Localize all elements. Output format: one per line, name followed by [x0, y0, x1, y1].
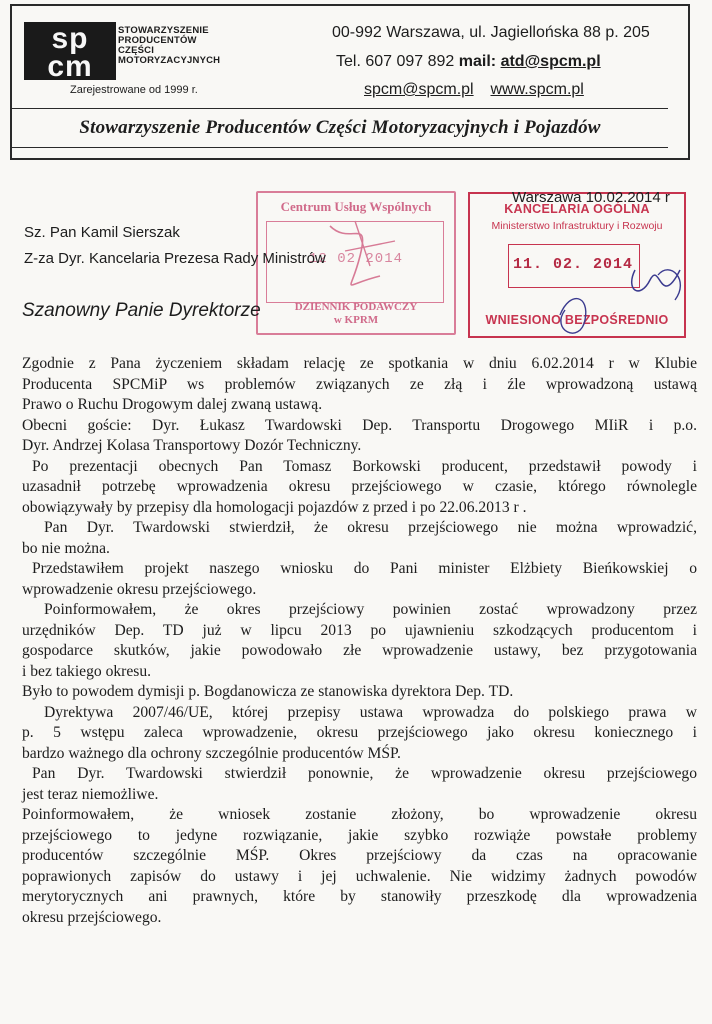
organization-name: Stowarzyszenie Producentów Części Motoryzacyjnych i Pojazdów [79, 117, 601, 138]
body-line: przejściowego to jedyne rozwiązanie, jakie szybko rozwiąże powstałe problemy [22, 826, 697, 844]
phone-mail-row [336, 53, 601, 71]
mail-label: mail: [458, 53, 497, 70]
body-line: Dyrektywa 2007/46/UE, której przepisy ustawa wprowadza do polskiego prawa w [44, 703, 697, 721]
email-link[interactable]: spcm@spcm.pl [364, 81, 474, 98]
body-line: okresu przejściowego. [22, 908, 162, 926]
body-line: Było to powodem dymisji p. Bogdanowicza ze stanowiska dyrektora Dep. TD. [22, 683, 514, 700]
body-line: Pan Dyr. Twardowski stwierdził ponownie, że wprowadzenie okresu przejściowego [32, 765, 697, 782]
body-line: poprawionych zapisów do ustawy i jej uchwalenie. Nie widzimy żadnych powodów [22, 867, 697, 885]
website-link[interactable]: www.spcm.pl [490, 81, 584, 98]
body-line: uzasadnił potrzebę wprowadzenia okresu przejściowego w czasie, którego równolegle [22, 478, 697, 495]
svg-text:cm: cm [47, 50, 93, 82]
body-line: bo nie można. [22, 539, 110, 557]
body-line: producentów szczególnie MŚP. Okres przejściowy da czas na opracowanie [22, 847, 697, 864]
body-line: urzędników Dep. TD już w lipcu 2013 po ujawnieniu szkodzących producentom i [22, 621, 697, 639]
body-paragraph [22, 416, 697, 457]
email-web-row [364, 81, 584, 99]
salutation: Szanowny Panie Dyrektorze [22, 300, 261, 321]
body-line: Po prezentacji obecnych Pan Tomasz Borkowski producent, przedstawił powody i [32, 457, 697, 475]
logo-text-line: PRODUCENTÓW [118, 35, 197, 46]
spcm-logo [22, 20, 118, 82]
body-paragraph [22, 703, 697, 765]
body-paragraph [22, 682, 697, 703]
body-paragraph [22, 559, 697, 600]
body-line: gospodarce skutków, jakie powodowało złe wprowadzenie ustawy, bez przygotowania [22, 642, 697, 659]
stamp-direct: WNIESIONO BEZPOŚREDNIO [485, 313, 669, 327]
logo-text-line: STOWARZYSZENIE [118, 25, 209, 36]
stamp-title: KANCELARIA OGÓLNA [504, 202, 650, 216]
logo-text-line: CZĘŚCI [118, 45, 155, 56]
stamp-office-sub: w KPRM [333, 314, 379, 326]
body-paragraph [22, 457, 697, 519]
body-line: Poinformowałem, że wniosek zostanie złożony, bo wprowadzenie okresu [22, 806, 697, 823]
mail-link[interactable]: atd@spcm.pl [500, 53, 601, 70]
body-line: Zgodnie z Pana życzeniem składam relację ze spotkania w dniu 6.02.2014 r w Klubie [22, 355, 697, 372]
logo-text-line: MOTORYZACYJNYCH [118, 55, 221, 66]
organization-banner [12, 108, 668, 148]
body-paragraph [22, 354, 697, 416]
body-line: p. 5 wstępu zaleca wprowadzenie, okresu przejściowego jako okresu koniecznego i [22, 724, 697, 741]
body-line: jest teraz niemożliwe. [22, 785, 159, 803]
stamp-title: Centrum Usług Wspólnych [280, 199, 432, 214]
body-line: Pan Dyr. Twardowski stwierdził, że okresu przejściowego nie można wprowadzić, [44, 519, 697, 536]
body-line: obowiązywały by przepisy dla homologacji pojazdów z przed i po 22.06.2013 r . [22, 498, 527, 516]
body-line: Obecni goście: Dyr. Łukasz Twardowski Dep. Transportu Drogowego MIiR i p.o. [22, 416, 697, 434]
stamp-ministry-name: Ministerstwo Infrastruktury i Rozwoju [491, 220, 663, 232]
body-paragraph [22, 764, 697, 805]
address: 00-992 Warszawa, ul. Jagiellońska 88 p. 205 [332, 24, 650, 41]
stamp-date: 12 02 2014 [308, 251, 403, 267]
stamp-date: 11. 02. 2014 [512, 256, 634, 273]
body-line: Poinformowałem, że okres przejściowy powinien zostać wprowadzony przez [44, 601, 697, 618]
body-line: Przedstawiłem projekt naszego wniosku do Pani minister Elżbiety Bieńkowskiej o [32, 560, 697, 577]
body-paragraph [22, 805, 697, 928]
recipient-name: Sz. Pan Kamil Sierszak [24, 224, 180, 241]
letter-date: Warszawa 10.02.2014 r [512, 189, 670, 206]
body-line: Dyr. Andrzej Kolasa Transportowy Dozór Techniczny. [22, 437, 362, 454]
registration-note: Zarejestrowane od 1999 r. [70, 84, 198, 96]
body-paragraph [22, 600, 697, 682]
handwritten-signature [540, 240, 700, 340]
body-line: bardzo ważnego dla ochrony szczególnie producentów MŚP. [22, 744, 401, 762]
stamp-office: DZIENNIK PODAWCZY [294, 301, 418, 313]
recipient-office: Z-za Dyr. Kancelaria Prezesa Rady Ministrów [24, 250, 326, 267]
body-line: Prawo o Ruchu Drogowym dalej zwaną ustawą. [22, 396, 323, 413]
body-line: Producenta SPCMiP ws problemów związanych ze złą i źle wprowadzoną ustawą [22, 375, 697, 393]
body-line: i bez takiego okresu. [22, 662, 152, 680]
phone: Tel. 607 097 892 [336, 53, 455, 70]
body-line: wprowadzenie okresu przejściowego. [22, 580, 257, 598]
body-line: merytorycznych ani prawnych, które by stanowiły przeszkodę dla wprowadzenia [22, 888, 697, 905]
letter-body [22, 354, 697, 928]
logo-text [118, 26, 268, 66]
svg-text:sp: sp [51, 22, 89, 55]
body-paragraph [22, 518, 697, 559]
